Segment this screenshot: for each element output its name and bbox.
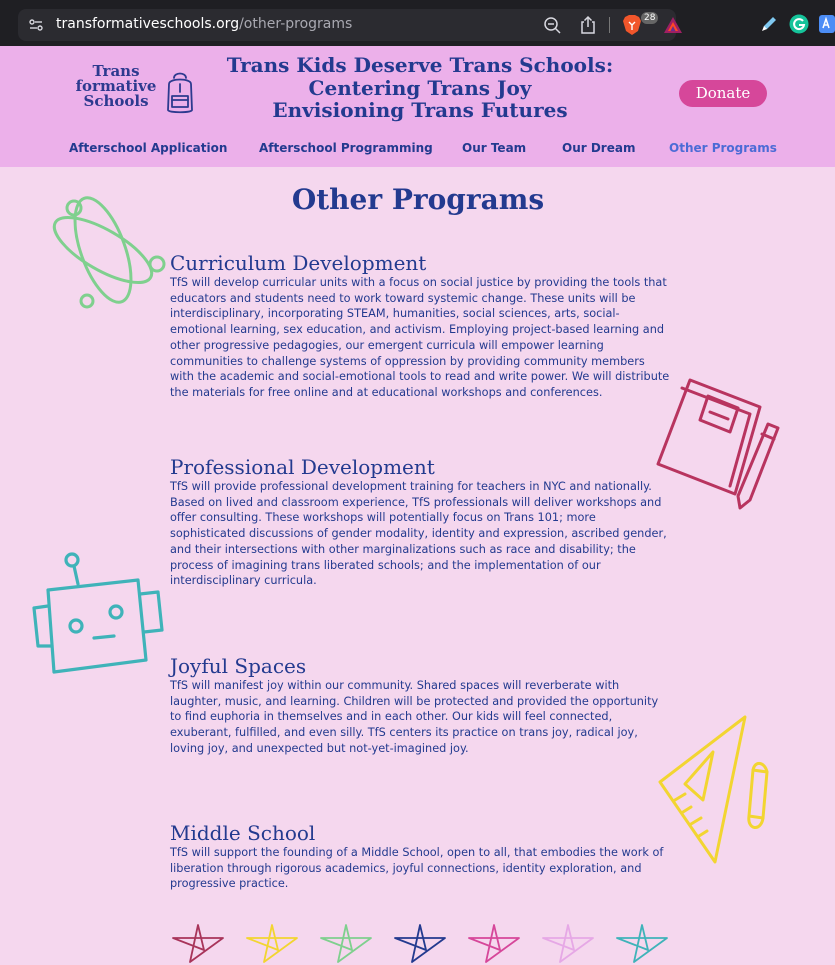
shields-count-badge: 28 <box>641 12 658 24</box>
section-body: TfS will manifest joy within our community. Shared spaces will reverberate with laughter, music, and learning. Children will be protected and provided the opportunity to find euphoria in themselves and in each other. Our kids will feel connected, exuberant, fulfilled, and even silly. TfS centers its practice on trans joy, radical joy, loving joy, and unexpected but not-yet-imagined joy. <box>170 679 659 755</box>
address-bar[interactable] <box>18 9 676 41</box>
backpack-icon <box>162 70 198 116</box>
section-body: TfS will develop curricular units with a focus on social justice by providing the tools that educators and students need to work toward systemic change. These units will be interdisciplinary, incorporating STEAM, humanities, social sciences, arts, social-emotional learning, sex education, and activism. Employing project-based learning and other progressive pedagogies, our emergent curricula will empower learning communities to challenge systems of oppression by providing community members with the academic and social-emotional tools to read and write power. We will distribute the materials for free online and at educational workshops and conferences. <box>170 276 670 399</box>
decorative-stars <box>168 920 678 965</box>
logo-wordmark <box>70 64 162 109</box>
nav-our-team[interactable]: Our Team <box>462 141 527 155</box>
section-curriculum-development <box>170 251 670 401</box>
star-icon <box>247 925 297 962</box>
section-body: TfS will provide professional development training for teachers in NYC and nationally. Based on lived and classroom experience, TfS professionals will deliver workshops and offer consulting. These workshops will potentially focus on Trans 101; more sophisticated discussions of gender modality, identity and expression, ascribed gender, and their intersections with other marginalizations such as race and disability; the process of imagining trans liberated schools; and the implementation of our interdisciplinary curricula. <box>170 480 667 588</box>
notebook-pencil-icon <box>650 372 790 510</box>
highlighter-extension-icon[interactable] <box>760 15 778 33</box>
star-icon <box>543 925 593 962</box>
star-icon <box>321 925 371 962</box>
logo-line-1: Trans <box>92 62 140 80</box>
star-icon <box>617 925 667 962</box>
logo-line-2: formative <box>75 77 157 95</box>
star-icon <box>173 925 223 962</box>
rewards-icon[interactable] <box>663 15 683 35</box>
section-heading: Joyful Spaces <box>170 654 307 678</box>
main-nav <box>0 141 835 161</box>
donate-button[interactable]: Donate <box>679 80 767 107</box>
site-header <box>0 46 835 167</box>
grammarly-icon[interactable] <box>789 14 809 34</box>
browser-toolbar <box>0 0 835 46</box>
site-title-line-2: Centering Trans Joy <box>308 75 532 100</box>
url-host: transformativeschools.org <box>56 16 240 32</box>
site-title-line-1: Trans Kids Deserve Trans Schools: <box>226 53 614 77</box>
brave-shields-icon[interactable] <box>622 14 642 36</box>
robot-icon <box>28 550 168 680</box>
site-settings-icon[interactable] <box>28 17 44 33</box>
nav-other-programs[interactable]: Other Programs <box>669 141 777 155</box>
url-text[interactable] <box>56 16 352 32</box>
logo-line-3: Schools <box>83 92 149 110</box>
site-title-line-3: Envisioning Trans Futures <box>272 98 568 122</box>
toolbar-divider <box>609 17 610 33</box>
site-title <box>220 54 620 122</box>
translate-extension-icon[interactable] <box>818 14 835 34</box>
section-body: TfS will support the founding of a Middle School, open to all, that embodies the work of liberation through rigorous academics, joyful connections, identity exploration, and progressive practice. <box>170 846 664 891</box>
nav-afterschool-application[interactable]: Afterschool Application <box>69 141 228 155</box>
section-heading: Curriculum Development <box>170 251 427 275</box>
zoom-out-icon[interactable] <box>543 16 561 34</box>
site-logo[interactable] <box>70 64 200 124</box>
section-heading: Middle School <box>170 821 316 845</box>
star-icon <box>395 925 445 962</box>
url-path: /other-programs <box>239 16 353 32</box>
page-title: Other Programs <box>291 183 545 216</box>
section-joyful-spaces <box>170 654 670 757</box>
star-icon <box>469 925 519 962</box>
atom-icon <box>45 190 170 312</box>
ruler-triangle-icon <box>655 712 775 864</box>
share-icon[interactable] <box>579 15 597 35</box>
nav-our-dream[interactable]: Our Dream <box>562 141 636 155</box>
section-heading: Professional Development <box>170 455 435 479</box>
section-professional-development <box>170 455 670 589</box>
section-middle-school <box>170 821 670 892</box>
nav-afterschool-programming[interactable]: Afterschool Programming <box>259 141 433 155</box>
